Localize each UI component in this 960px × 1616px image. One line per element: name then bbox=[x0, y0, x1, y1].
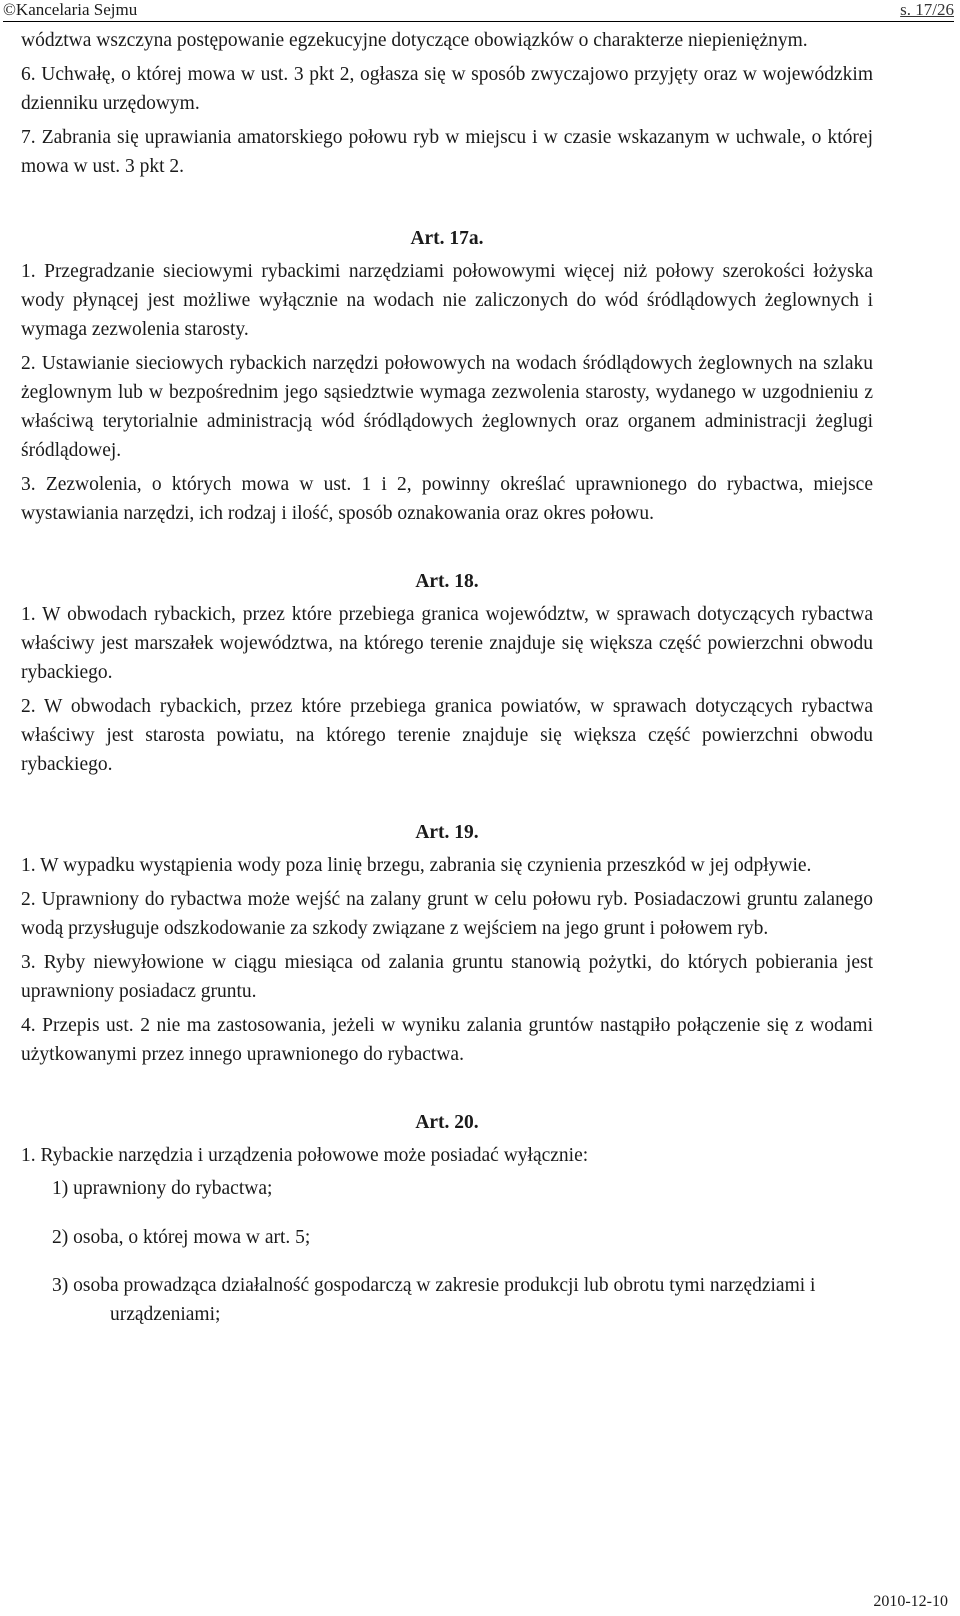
article-20-heading: Art. 20. bbox=[415, 1112, 479, 1133]
document-body bbox=[21, 26, 873, 1349]
article-18-para-2: 2. W obwodach rybackich, przez które przebiega granica powiatów, w sprawach dotyczących rybactwa właściwy jest starosta powiatu, na którego terenie znajduje się większa część powierzchni obwodu rybackiego. bbox=[21, 696, 873, 775]
footer-date: 2010-12-10 bbox=[873, 1593, 948, 1610]
article-20-lead: 1. Rybackie narzędzia i urządzenia połowowe może posiadać wyłącznie: bbox=[21, 1145, 589, 1166]
article-19-para-1: 1. W wypadku wystąpienia wody poza linię brzegu, zabrania się czynienia przeszkód w jej odpływie. bbox=[21, 855, 812, 876]
article-18-heading: Art. 18. bbox=[415, 571, 479, 592]
article-19-heading: Art. 19. bbox=[415, 822, 479, 843]
list-item: 1) uprawniony do rybactwa; bbox=[52, 1178, 273, 1199]
list-item: 2) osoba, o której mowa w art. 5; bbox=[52, 1226, 311, 1248]
intro-paragraph-6: 6. Uchwałę, o której mowa w ust. 3 pkt 2, ogłasza się w sposób zwyczajowo przyjęty oraz w wojewódzkim dzienniku urzędowym. bbox=[21, 64, 873, 114]
intro-paragraph-7: 7. Zabrania się uprawiania amatorskiego połowu ryb w miejscu i w czasie wskazanym w uchwale, o której mowa w ust. 3 pkt 2. bbox=[21, 127, 873, 177]
header-page-number: s. 17/26 bbox=[900, 0, 954, 19]
intro-paragraph-continuation: wództwa wszczyna postępowanie egzekucyjne dotyczące obowiązków o charakterze niepieniężnym. bbox=[21, 30, 808, 51]
article-17a-heading: Art. 17a. bbox=[410, 228, 484, 249]
article-17a-para-1: 1. Przegradzanie sieciowymi rybackimi narzędziami połowowymi więcej niż połowy szerokości łożyska wody płynącej jest możliwe wyłącznie na wodach nie zaliczonych do wód śródlądowych żeglownych i wymaga zezwolenia starosty. bbox=[21, 261, 873, 340]
header-divider bbox=[3, 21, 954, 22]
list-item: 3) osoba prowadząca działalność gospodarczą w zakresie produkcji lub obrotu tymi narzędziami i urządzeniami; bbox=[52, 1275, 816, 1325]
article-17a-para-2: 2. Ustawianie sieciowych rybackich narzędzi połowowych na wodach śródlądowych żeglownych na szlaku żeglownym lub w bezpośrednim jego sąsiedztwie wymaga zezwolenia starosty, wydanego w uzgodnieniu z właściwą terytorialnie administracją wód śródlądowych żeglownych oraz organem administracji żeglugi śródlądowej. bbox=[21, 353, 873, 461]
article-19-para-2: 2. Uprawniony do rybactwa może wejść na zalany grunt w celu połowu ryb. Posiadaczowi gruntu zalanego wodą przysługuje odszkodowanie za szkody związane z wejściem na jego grunt i połowem ryb. bbox=[21, 889, 873, 939]
article-20-list bbox=[21, 1174, 873, 1329]
article-18-para-1: 1. W obwodach rybackich, przez które przebiega granica województw, w sprawach dotyczących rybactwa właściwy jest marszałek województwa, na którego terenie znajduje się większa część powierzchni obwodu rybackiego. bbox=[21, 604, 873, 683]
article-19-para-3: 3. Ryby niewyłowione w ciągu miesiąca od zalania gruntu stanowią pożytki, do których pobierania jest uprawniony posiadacz gruntu. bbox=[21, 952, 873, 1002]
article-17a-para-3: 3. Zezwolenia, o których mowa w ust. 1 i 2, powinny określać uprawnionego do rybactwa, miejsce wystawiania narzędzi, ich rodzaj i ilość, sposób oznakowania oraz okres połowu. bbox=[21, 474, 873, 524]
header-source: ©Kancelaria Sejmu bbox=[3, 0, 138, 19]
article-19-para-4: 4. Przepis ust. 2 nie ma zastosowania, jeżeli w wyniku zalania gruntów nastąpiło połączenie się z wodami użytkowanymi przez innego uprawnionego do rybactwa. bbox=[21, 1015, 873, 1065]
